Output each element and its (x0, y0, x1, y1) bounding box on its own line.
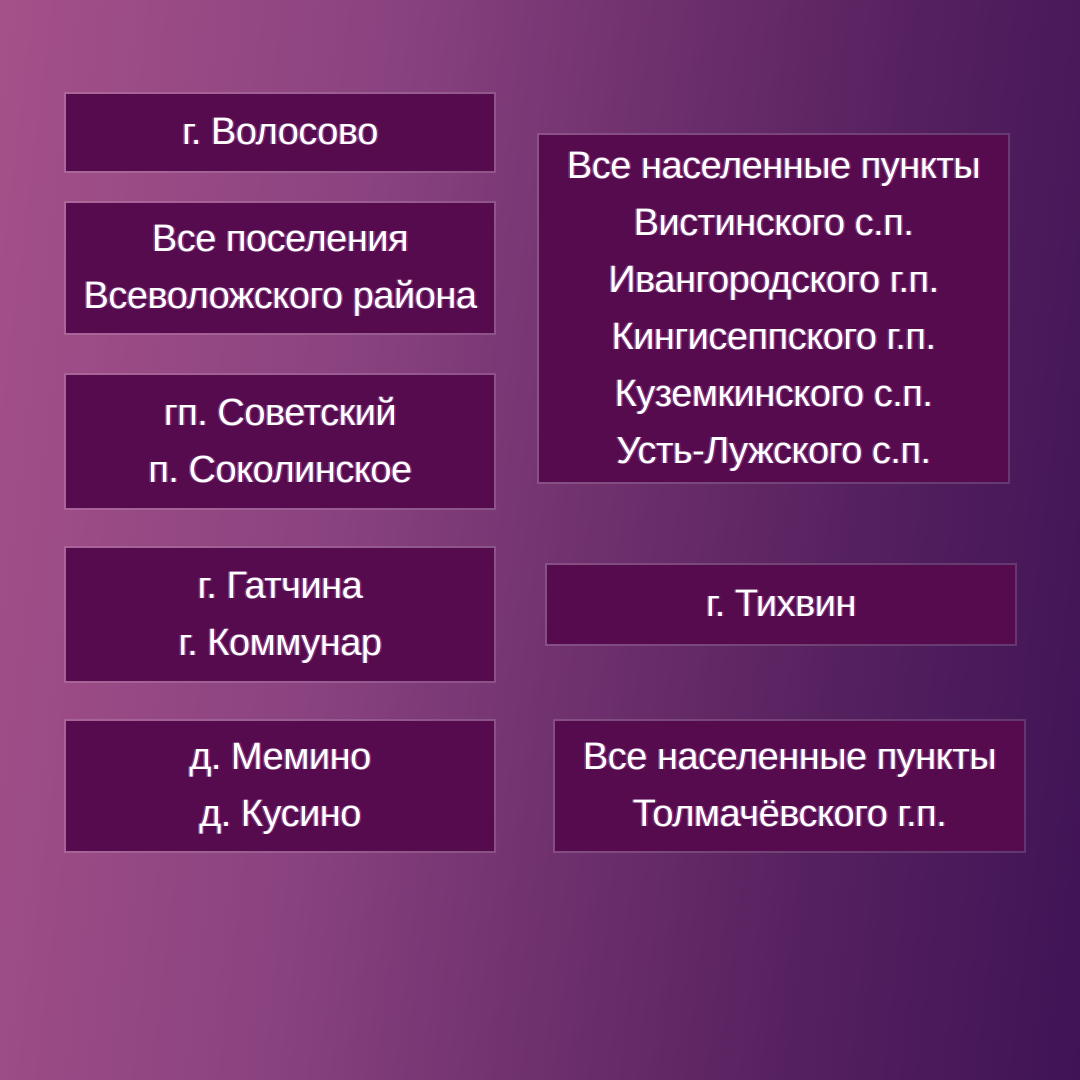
locality-line: Толмачёвского г.п. (632, 793, 947, 835)
locality-line: г. Волосово (182, 111, 378, 153)
locality-line: г. Гатчина (197, 564, 363, 607)
locality-line: п. Соколинское (148, 448, 412, 491)
locality-line: Кингисеппского г.п. (611, 315, 936, 358)
locality-line: г. Коммунар (178, 621, 382, 664)
locality-line: Все населенные пункты (566, 144, 981, 187)
locality-card-tolmachevo (553, 719, 1026, 853)
locality-card-sovetsky-sokolinskoe (64, 373, 496, 510)
locality-card-memino-kusino (64, 719, 496, 853)
locality-card-kingisepp-settlements (537, 133, 1010, 484)
locality-line: Вистинского с.п. (633, 201, 914, 244)
locality-card-tikhvin (545, 563, 1017, 646)
locality-line: Все поселения (151, 218, 409, 260)
locality-card-vsevolozhsky (64, 201, 496, 335)
locality-card-volosovo (64, 92, 496, 173)
locality-line: Всеволожского района (83, 275, 477, 317)
locality-line: г. Тихвин (705, 583, 856, 625)
locality-line: гп. Советский (163, 391, 397, 434)
locality-line: Все населенные пункты (582, 736, 997, 778)
locality-line: д. Кусино (199, 793, 361, 835)
locality-line: Куземкинского с.п. (614, 372, 933, 415)
locality-line: д. Мемино (189, 736, 371, 778)
locality-line: Ивангородского г.п. (608, 258, 939, 301)
locality-line: Усть-Лужского с.п. (616, 429, 931, 472)
locality-card-gatchina-kommunar (64, 546, 496, 683)
